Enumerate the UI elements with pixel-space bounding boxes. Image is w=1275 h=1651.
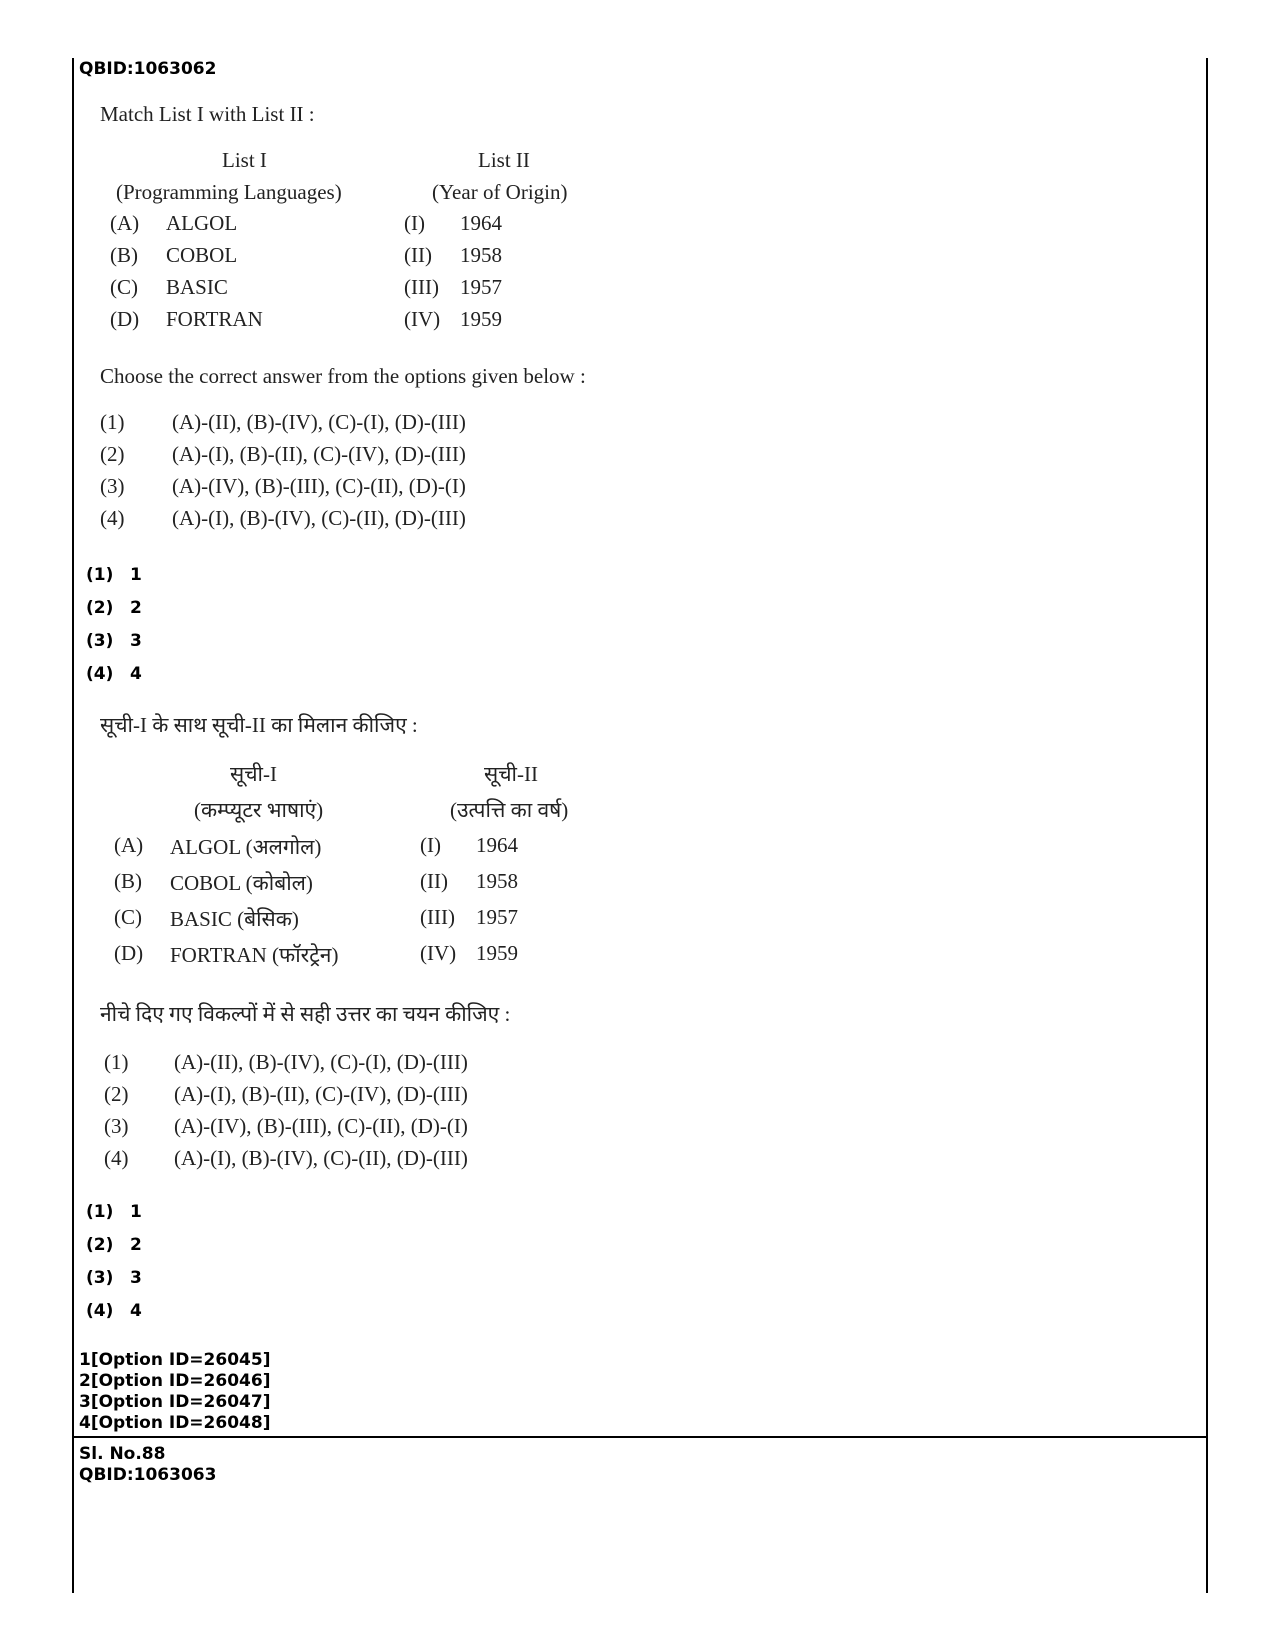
page-border-left [72,58,74,1593]
list2-subtitle-hi: (उत्पत्ति का वर्ष) [450,798,569,822]
row-item: BASIC [166,275,228,299]
answer-choice[interactable]: (1) 1 [86,565,142,585]
row-roman: (II) [420,869,448,893]
row-item: FORTRAN [166,307,263,331]
list2-title-en: List II [478,148,530,172]
choose-instruction-en: Choose the correct answer from the options given below : [100,364,586,388]
row-letter: (A) [110,211,140,235]
row-roman: (II) [404,243,432,267]
row-year: 1957 [476,905,518,929]
option-number: (2) [104,1082,129,1106]
row-item: ALGOL (अलगोल) [170,835,322,859]
option-number: (3) [104,1114,129,1138]
list1-subtitle-hi: (कम्प्यूटर भाषाएं) [194,798,324,822]
row-roman: (I) [404,211,425,235]
next-question-id: QBID:1063063 [79,1465,217,1485]
row-item: ALGOL [166,211,238,235]
list2-title-hi: सूची-II [484,762,538,786]
row-item: COBOL [166,243,238,267]
list2-subtitle-en: (Year of Origin) [432,180,568,204]
row-year: 1964 [460,211,502,235]
row-year: 1959 [476,941,518,965]
option-text: (A)-(IV), (B)-(III), (C)-(II), (D)-(I) [172,474,466,498]
question-prompt-en: Match List I with List II : [100,102,315,126]
answer-choice[interactable]: (4) 4 [86,664,142,684]
answer-choice[interactable]: (3) 3 [86,1268,142,1288]
choose-instruction-hi: नीचे दिए गए विकल्पों में से सही उत्तर का चयन कीजिए : [100,1002,511,1026]
page-border-right [1206,58,1208,1593]
option-id: 4[Option ID=26048] [79,1413,271,1433]
row-roman: (III) [404,275,439,299]
row-letter: (B) [114,869,142,893]
option-id: 3[Option ID=26047] [79,1392,271,1412]
row-letter: (A) [114,833,144,857]
row-year: 1957 [460,275,502,299]
row-year: 1958 [476,869,518,893]
option-text: (A)-(II), (B)-(IV), (C)-(I), (D)-(III) [172,410,466,434]
answer-choice[interactable]: (2) 2 [86,598,142,618]
serial-number: Sl. No.88 [79,1444,166,1464]
row-item: COBOL (कोबोल) [170,871,313,895]
option-number: (1) [100,410,125,434]
answer-choice[interactable]: (4) 4 [86,1301,142,1321]
option-number: (4) [100,506,125,530]
row-item: BASIC (बेसिक) [170,907,299,931]
row-letter: (C) [114,905,142,929]
option-text: (A)-(I), (B)-(IV), (C)-(II), (D)-(III) [172,506,466,530]
row-roman: (IV) [420,941,457,965]
row-roman: (III) [420,905,455,929]
list1-subtitle-en: (Programming Languages) [116,180,342,204]
option-text: (A)-(I), (B)-(IV), (C)-(II), (D)-(III) [174,1146,468,1170]
question-id: QBID:1063062 [79,59,217,79]
row-roman: (I) [420,833,441,857]
option-number: (1) [104,1050,129,1074]
option-text: (A)-(II), (B)-(IV), (C)-(I), (D)-(III) [174,1050,468,1074]
row-letter: (B) [110,243,138,267]
row-letter: (D) [114,941,144,965]
row-letter: (D) [110,307,140,331]
answer-choice[interactable]: (1) 1 [86,1202,142,1222]
section-divider [72,1436,1208,1438]
answer-choice[interactable]: (2) 2 [86,1235,142,1255]
option-number: (4) [104,1146,129,1170]
option-text: (A)-(I), (B)-(II), (C)-(IV), (D)-(III) [174,1082,468,1106]
row-letter: (C) [110,275,138,299]
option-id: 2[Option ID=26046] [79,1371,271,1391]
list1-title-en: List I [222,148,267,172]
answer-choice[interactable]: (3) 3 [86,631,142,651]
option-number: (3) [100,474,125,498]
row-year: 1958 [460,243,502,267]
row-item: FORTRAN (फॉरट्रेन) [170,943,339,967]
option-id: 1[Option ID=26045] [79,1350,271,1370]
option-text: (A)-(I), (B)-(II), (C)-(IV), (D)-(III) [172,442,466,466]
row-year: 1964 [476,833,518,857]
question-prompt-hi: सूची-I के साथ सूची-II का मिलान कीजिए : [100,713,418,737]
option-number: (2) [100,442,125,466]
list1-title-hi: सूची-I [230,762,277,786]
option-text: (A)-(IV), (B)-(III), (C)-(II), (D)-(I) [174,1114,468,1138]
row-roman: (IV) [404,307,441,331]
row-year: 1959 [460,307,502,331]
